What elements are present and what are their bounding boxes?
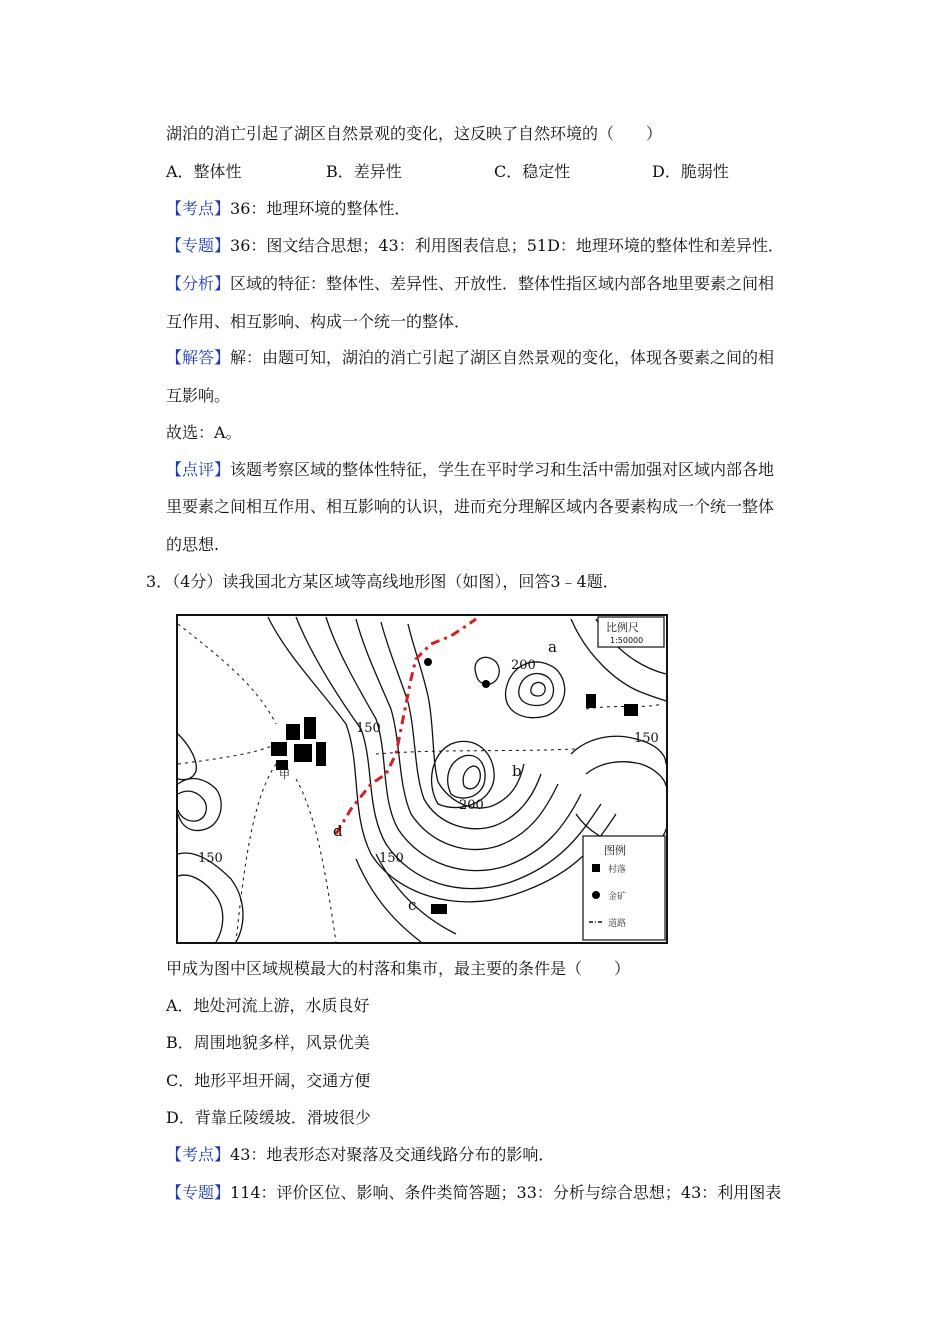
legend-item-road: 道路 bbox=[608, 919, 627, 929]
jieda-text-2: 互影响。 bbox=[166, 386, 231, 405]
zhuanti-tag: 【专题】 bbox=[166, 1183, 231, 1202]
contour-label: 150 bbox=[379, 851, 404, 866]
q2-option-c: C．稳定性 bbox=[494, 162, 571, 181]
point-label-d: d bbox=[333, 822, 343, 840]
jieda-text-1: 解：由题可知，湖泊的消亡引起了湖区自然景观的变化，体现各要素之间的相 bbox=[230, 348, 775, 367]
fenxi-tag: 【分析】 bbox=[166, 274, 231, 293]
q3-option-d: D．背靠丘陵缓坡．滑坡很少 bbox=[166, 1108, 371, 1127]
q2-jieda bbox=[166, 348, 774, 368]
dianping-tag: 【点评】 bbox=[166, 460, 231, 479]
q2-option-d: D．脆弱性 bbox=[652, 162, 729, 181]
q2-dianping bbox=[166, 460, 774, 480]
scale-title: 比例尺 bbox=[606, 621, 639, 634]
q2-stem: 湖泊的消亡引起了湖区自然景观的变化，这反映了自然环境的（ ） bbox=[166, 124, 663, 143]
legend-item-mine: 金矿 bbox=[608, 892, 627, 902]
zhuanti-text: 114：评价区位、影响、条件类简答题；33：分析与综合思想；43：利用图表 bbox=[230, 1183, 782, 1202]
point-label-b: b bbox=[512, 762, 522, 780]
kaodian-text: 43：地表形态对聚落及交通线路分布的影响． bbox=[230, 1145, 555, 1164]
point-label-c: c bbox=[408, 896, 417, 914]
contour-label: 150 bbox=[356, 721, 381, 736]
q3-kaodian bbox=[166, 1145, 554, 1165]
q2-fenxi bbox=[166, 274, 774, 294]
legend-item-village: 村落 bbox=[608, 865, 627, 875]
q3-option-c: C．地形平坦开阔，交通方便 bbox=[166, 1071, 371, 1090]
contour-map-figure bbox=[176, 614, 668, 944]
jieda-tag: 【解答】 bbox=[166, 348, 231, 367]
contour-label: 200 bbox=[511, 658, 536, 673]
legend-title: 图例 bbox=[604, 844, 626, 857]
fenxi-text-2: 互作用、相互影响、构成一个统一的整体． bbox=[166, 312, 471, 331]
contour-label: 150 bbox=[634, 731, 659, 746]
dianping-text-3: 的思想. bbox=[166, 535, 220, 554]
kaodian-text: 36：地理环境的整体性． bbox=[230, 199, 411, 218]
village-label: 甲 bbox=[279, 768, 290, 781]
dianping-text-2: 里要素之间相互作用、相互影响的认识，进而充分理解区域内各要素构成一个统一整体 bbox=[166, 497, 775, 516]
contour-label: 150 bbox=[198, 851, 223, 866]
q2-option-a: A．整体性 bbox=[166, 162, 242, 181]
q3-header: 3．（4分）读我国北方某区域等高线地形图（如图），回答3﹣4题． bbox=[146, 572, 619, 591]
q2-options bbox=[166, 162, 766, 182]
point-label-a: a bbox=[548, 638, 557, 656]
zhuanti-text: 36：图文结合思想；43：利用图表信息；51D：地理环境的整体性和差异性． bbox=[230, 236, 784, 255]
fenxi-text-1: 区域的特征：整体性、差异性、开放性．整体性指区域内部各地里要素之间相 bbox=[230, 274, 775, 293]
q3-option-b: B．周围地貌多样，风景优美 bbox=[166, 1033, 370, 1052]
q3-stem: 甲成为图中区域规模最大的村落和集市，最主要的条件是（ ） bbox=[166, 959, 631, 978]
q2-zhuanti bbox=[166, 236, 784, 256]
q3-option-a: A．地处河流上游，水质良好 bbox=[166, 996, 370, 1015]
q2-option-b: B．差异性 bbox=[326, 162, 402, 181]
q3-zhuanti bbox=[166, 1183, 781, 1203]
contour-label: 200 bbox=[459, 798, 484, 813]
kaodian-tag: 【考点】 bbox=[166, 199, 231, 218]
scale-value: 1:50000 bbox=[610, 636, 644, 645]
q2-kaodian bbox=[166, 199, 410, 219]
scale-box bbox=[598, 617, 664, 647]
q2-answer: 故选：A。 bbox=[166, 423, 242, 442]
kaodian-tag: 【考点】 bbox=[166, 1145, 231, 1164]
legend-box bbox=[583, 836, 665, 940]
dianping-text-1: 该题考察区域的整体性特征，学生在平时学习和生活中需加强对区域内部各地 bbox=[230, 460, 775, 479]
zhuanti-tag: 【专题】 bbox=[166, 236, 231, 255]
